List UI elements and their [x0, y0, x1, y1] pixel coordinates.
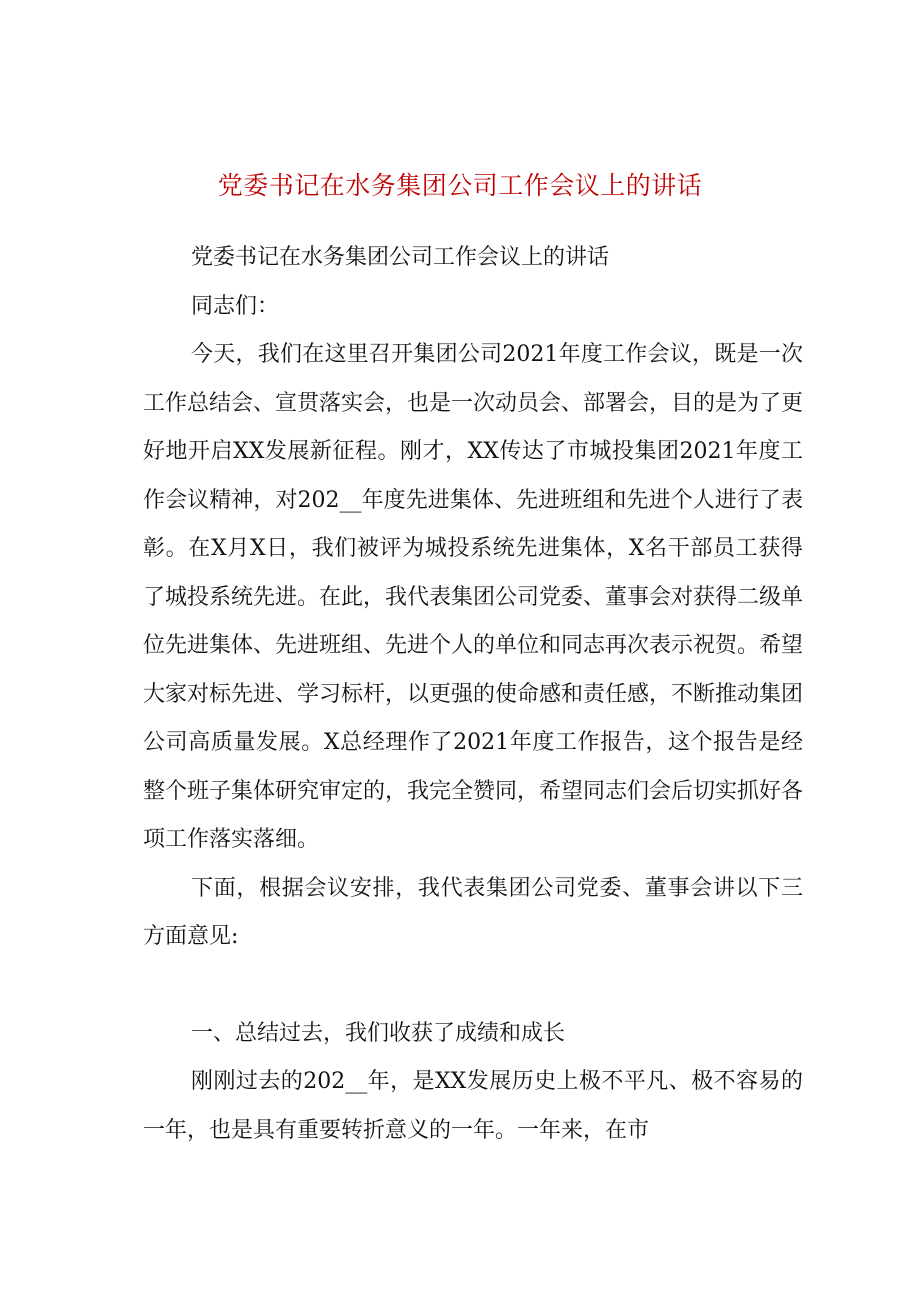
paragraph-transition: 下面，根据会议安排，我代表集团公司党委、董事会讲以下三方面意见: [143, 875, 803, 949]
document-title: 党委书记在水务集团公司工作会议上的讲话 [217, 171, 703, 200]
paragraph-salutation: 同志们： [191, 293, 280, 319]
paragraph-subtitle: 党委书记在水务集团公司工作会议上的讲话 [191, 245, 610, 270]
section-heading-1: 一、总结过去，我们收获了成绩和成长 [191, 1020, 566, 1046]
document-body [143, 234, 803, 1155]
paragraph-opening: 今天，我们在这里召开集团公司2021年度工作会议，既是一次工作总结会、宣贯落实会，也是一次动员会、部署会，目的是为了更好地开启XX发展新征程。刚才，XX传达了市城投集团2021年度工作会议精神，对202__年度先进集体、先进班组和先进个人进行了表彰。在X月X日，我们被评为城投系统先进集体，X名干部员工获得了城投系统先进。在此，我代表集团公司党委、董事会对获得二级单位先进集体、先进班组、先进个人的单位和同志再次表示祝贺。希望大家对标先进、学习标杆，以更强的使命感和责任感，不断推动集团公司高质量发展。X总经理作了2021年度工作报告，这个报告是经整个班子集体研究审定的，我完全赞同，希望同志们会后切实抓好各项工作落实落细。 [143, 342, 804, 852]
paragraph-section-1: 刚刚过去的202__年，是XX发展历史上极不平凡、极不容易的一年，也是具有重要转折意义的一年。一年来，在市 [143, 1069, 803, 1143]
